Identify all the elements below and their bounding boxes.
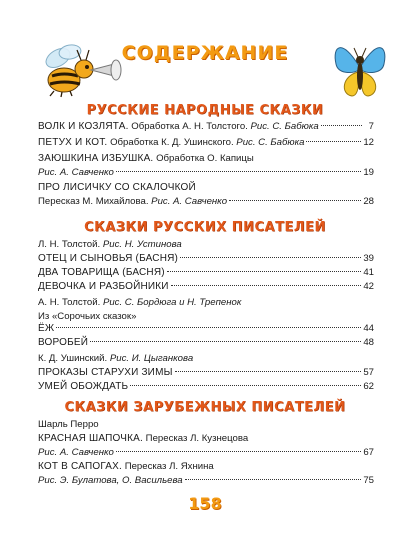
page-ref: 67 [363, 447, 374, 458]
toc-entry: КОТ В САПОГАХ. Пересказ Л. Яхнина [38, 461, 214, 472]
section-heading: СКАЗКИ РУССКИХ ПИСАТЕЛЕЙ [84, 220, 326, 235]
page-ref: 28 [363, 196, 374, 207]
dot-leader [229, 200, 361, 201]
toc-entry: ПРО ЛИСИЧКУ СО СКАЛОЧКОЙ [38, 182, 196, 193]
dot-leader [185, 479, 362, 480]
toc-entry: Из «Сорочьих сказок» [38, 311, 137, 322]
toc-entry: ПРОКАЗЫ СТАРУХИ ЗИМЫ 57 [38, 367, 374, 378]
toc-entry: ПЕТУХ И КОТ. Обработка К. Д. Ушинского. Рис. С. Бабюка 12 [38, 137, 374, 148]
dot-leader [116, 171, 361, 172]
toc-entry: ЗАЮШКИНА ИЗБУШКА. Обработка О. Капицы [38, 153, 254, 164]
page-ref: 57 [363, 367, 374, 378]
toc-entry: Рис. А. Савченко 67 [38, 447, 374, 458]
toc-entry: А. Н. Толстой. Рис. С. Бордюга и Н. Трепенок [38, 297, 242, 308]
dot-leader [116, 451, 361, 452]
toc-entry: Рис. Э. Булатова, О. Васильева 75 [38, 475, 374, 486]
page-ref: 42 [363, 281, 374, 292]
toc-entry: ОТЕЦ И СЫНОВЬЯ (БАСНЯ) 39 [38, 253, 374, 264]
page-ref: 12 [363, 137, 374, 148]
toc-entry: УМЕЙ ОБОЖДАТЬ 62 [38, 381, 374, 392]
dot-leader [180, 257, 361, 258]
page-ref: 19 [363, 167, 374, 178]
page-ref: 75 [363, 475, 374, 486]
page-ref: 41 [363, 267, 374, 278]
toc-entry: Шарль Перро [38, 419, 99, 430]
dot-leader [130, 385, 361, 386]
page-ref: 48 [363, 337, 374, 348]
toc-entry: Л. Н. Толстой. Рис. Н. Устинова [38, 239, 182, 250]
toc-entry: Пересказ М. Михайлова. Рис. А. Савченко 28 [38, 196, 374, 207]
page-ref: 39 [363, 253, 374, 264]
toc-entry: ЁЖ 44 [38, 323, 374, 334]
toc-entry: ВОЛК И КОЗЛЯТА. Обработка А. Н. Толстого. Рис. С. Бабюка 7 [38, 121, 374, 132]
butterfly-illustration [332, 36, 388, 108]
toc-entry: Рис. А. Савченко 19 [38, 167, 374, 178]
toc-entry: ДЕВОЧКА И РАЗБОЙНИКИ 42 [38, 281, 374, 292]
page-ref: 7 [368, 121, 374, 132]
dot-leader [167, 271, 362, 272]
dot-leader [171, 285, 362, 286]
page-ref: 62 [363, 381, 374, 392]
dot-leader [321, 125, 362, 126]
toc-entry: К. Д. Ушинский. Рис. И. Цыганкова [38, 353, 194, 364]
page-ref: 44 [363, 323, 374, 334]
page-title: СОДЕРЖАНИЕ [121, 42, 289, 64]
toc-entry: КРАСНАЯ ШАПОЧКА. Пересказ Л. Кузнецова [38, 433, 249, 444]
toc-entry: ВОРОБЕЙ 48 [38, 337, 374, 348]
section-heading: РУССКИЕ НАРОДНЫЕ СКАЗКИ [86, 103, 324, 118]
dot-leader [90, 341, 361, 342]
toc-entry: ДВА ТОВАРИЩА (БАСНЯ) 41 [38, 267, 374, 278]
dot-leader [56, 327, 361, 328]
section-heading: СКАЗКИ ЗАРУБЕЖНЫХ ПИСАТЕЛЕЙ [64, 400, 346, 415]
page-number: 158 [188, 494, 222, 513]
dot-leader [306, 141, 361, 142]
dot-leader [175, 371, 362, 372]
